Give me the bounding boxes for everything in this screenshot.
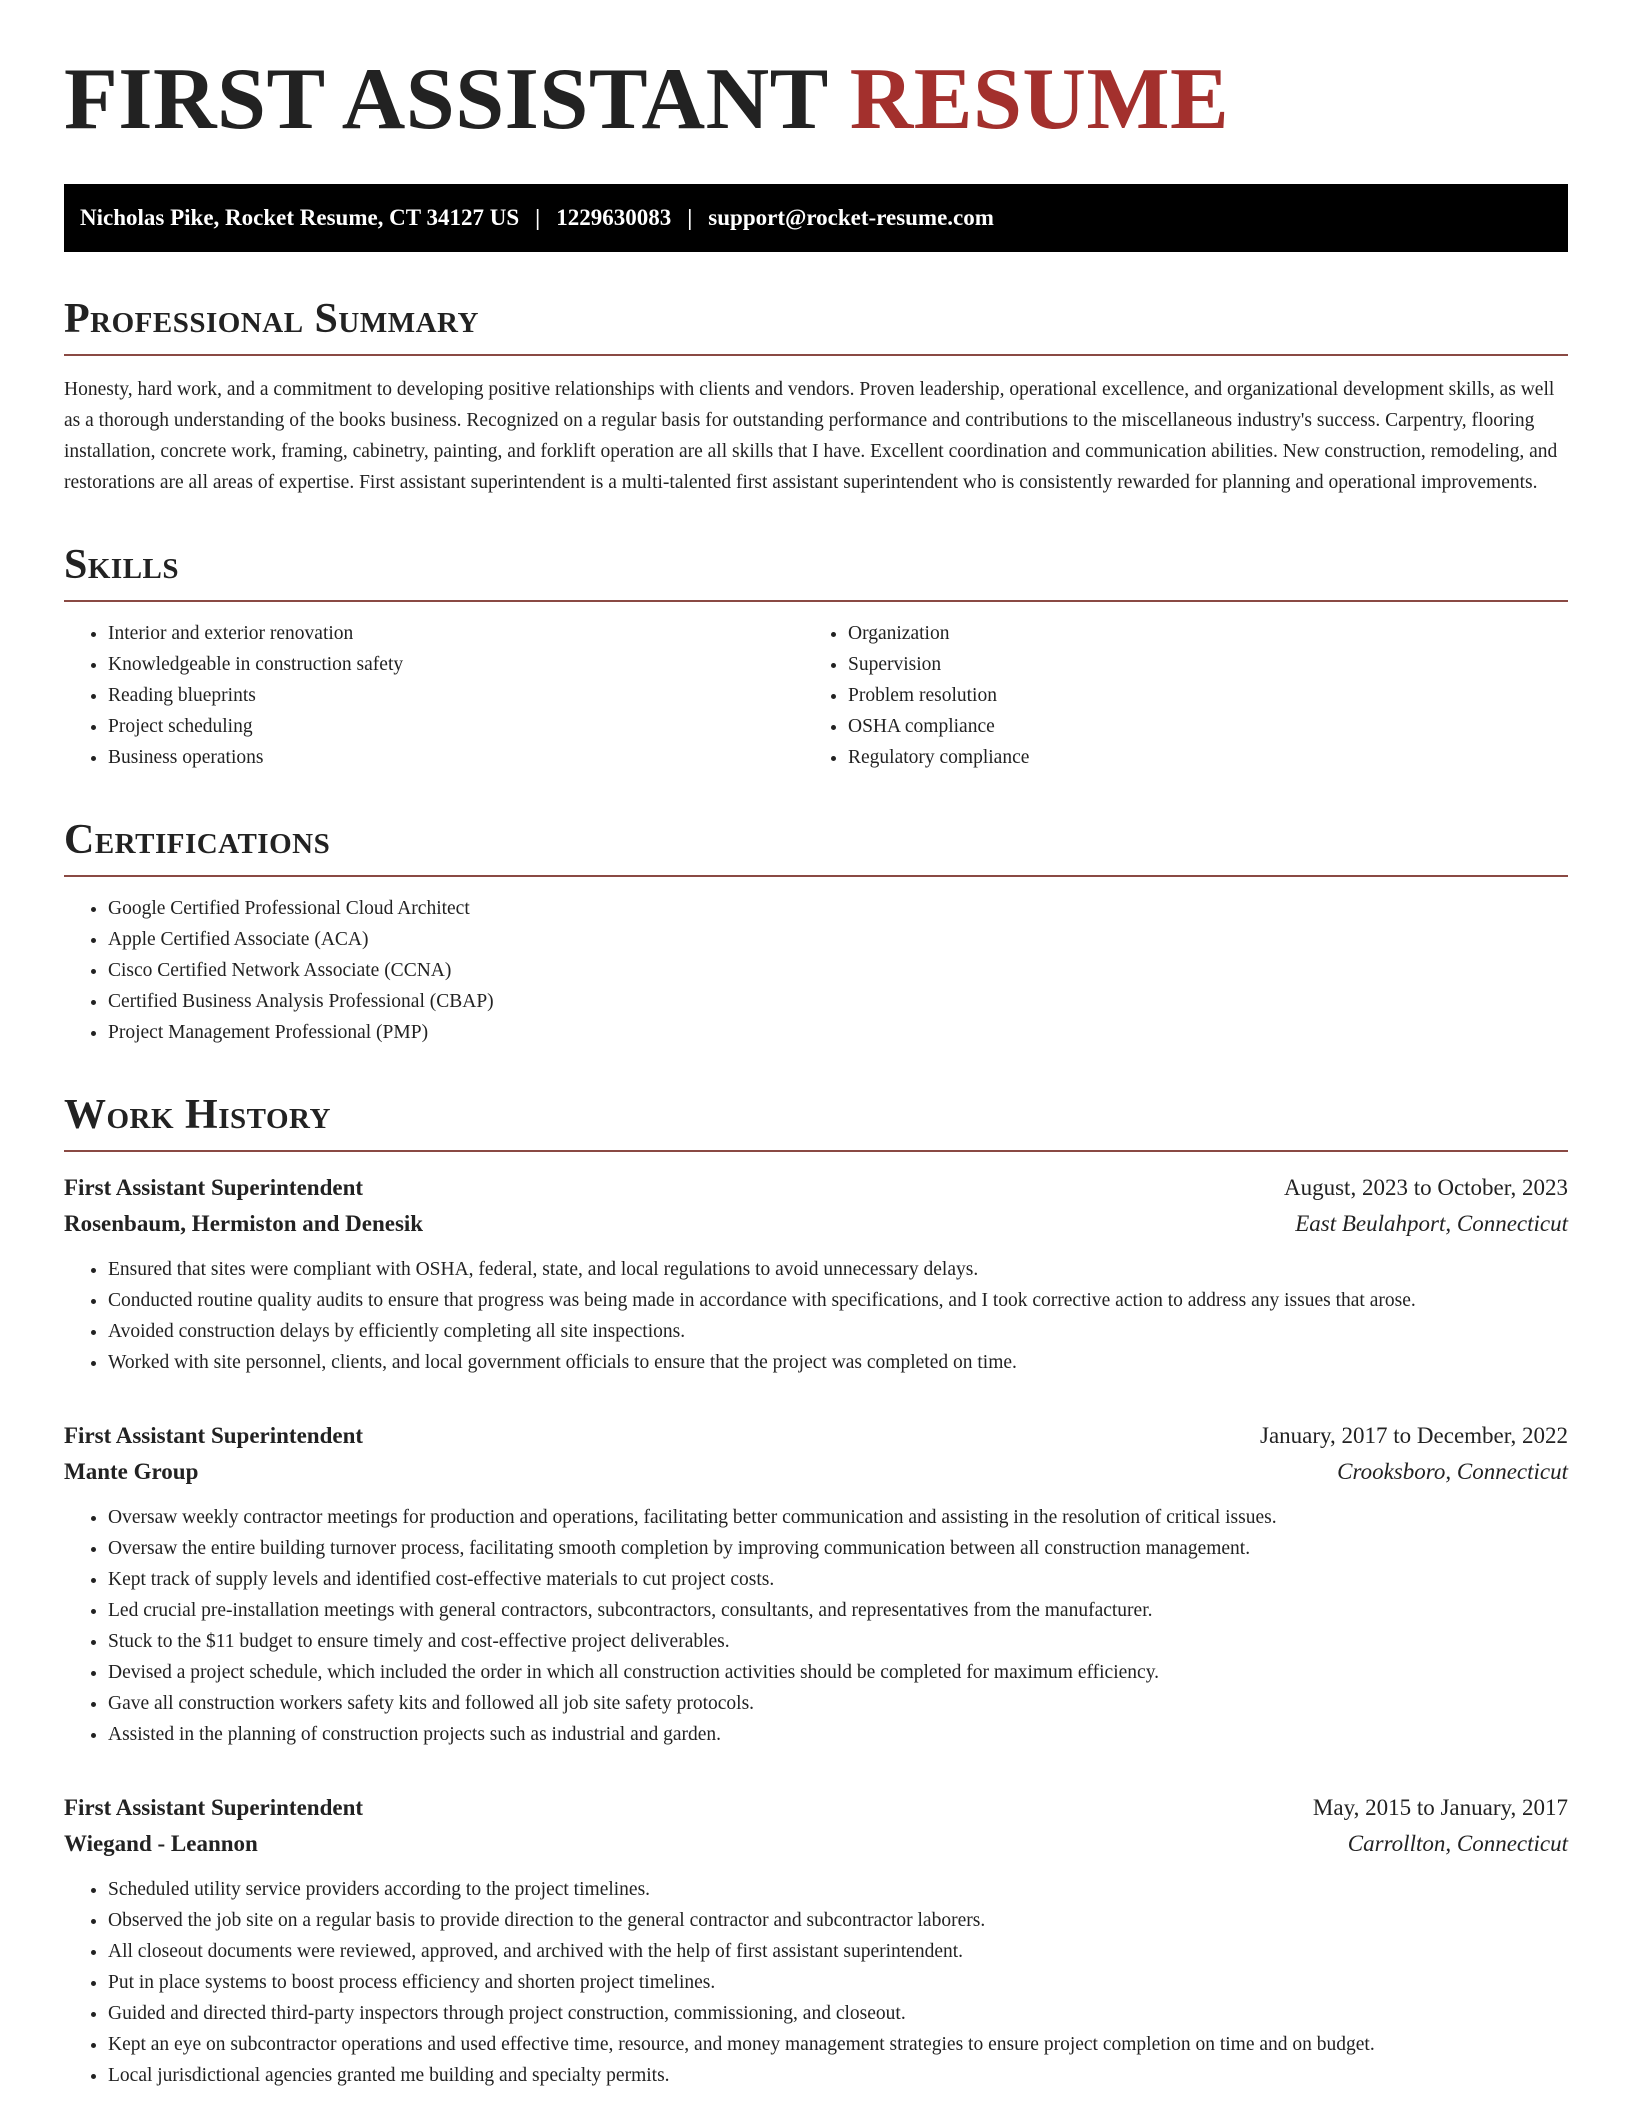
job-bullets	[64, 1502, 1568, 1750]
certification-item: • Certified Business Analysis Professional (CBAP)	[108, 986, 1568, 1017]
job-entry	[64, 1170, 1568, 1378]
job-dates: January, 2017 to December, 2022	[1260, 1423, 1568, 1448]
job-bullet: • Led crucial pre-installation meetings with general contractors, subcontractors, consultants, and representatives from the manufacturer.	[108, 1595, 1568, 1626]
job-bullet: • Assisted in the planning of construction projects such as industrial and garden.	[108, 1719, 1568, 1750]
job-bullet: • All closeout documents were reviewed, approved, and archived with the help of first assistant superintendent.	[108, 1936, 1568, 1967]
job-dates: May, 2015 to January, 2017	[1312, 1795, 1568, 1820]
skills-list-right	[804, 618, 1544, 773]
certification-item: • Apple Certified Associate (ACA)	[108, 924, 1568, 955]
certification-item: • Cisco Certified Network Associate (CCNA)	[108, 955, 1568, 986]
title-accent: RESUME	[849, 51, 1230, 148]
resume-title	[64, 51, 1568, 148]
job-title: First Assistant Superintendent	[64, 1423, 364, 1448]
certification-item: • Google Certified Professional Cloud Architect	[108, 893, 1568, 924]
title-main: FIRST ASSISTANT	[64, 51, 828, 148]
certifications-section	[64, 819, 1568, 1048]
skill-item: • Regulatory compliance	[848, 742, 1544, 773]
job-location: East Beulahport, Connecticut	[1295, 1211, 1568, 1236]
job-location: Carrollton, Connecticut	[1347, 1831, 1568, 1856]
skill-item: • Interior and exterior renovation	[108, 618, 804, 649]
job-bullet: • Conducted routine quality audits to ensure that progress was being made in accordance with specifications, and I took corrective action to address any issues that arose.	[108, 1285, 1568, 1316]
job-header-row	[64, 1170, 1568, 1206]
job-bullet: • Kept track of supply levels and identified cost-effective materials to cut project costs.	[108, 1564, 1568, 1595]
job-bullet: • Oversaw weekly contractor meetings for production and operations, facilitating better communication and assisting in the resolution of critical issues.	[108, 1502, 1568, 1533]
job-company: Mante Group	[64, 1459, 199, 1484]
contact-address: Nicholas Pike, Rocket Resume, CT 34127 US	[80, 205, 520, 230]
skill-item: • Problem resolution	[848, 680, 1544, 711]
job-entry	[64, 1790, 1568, 2091]
job-bullets	[64, 1254, 1568, 1378]
job-bullet: • Put in place systems to boost process efficiency and shorten project timelines.	[108, 1967, 1568, 1998]
job-bullet: • Kept an eye on subcontractor operations and used effective time, resource, and money management strategies to ensure project completion on time and on budget.	[108, 2029, 1568, 2060]
job-bullet: • Stuck to the $11 budget to ensure timely and cost-effective project deliverables.	[108, 1626, 1568, 1657]
certifications-list	[64, 893, 1568, 1048]
skill-item: • Supervision	[848, 649, 1544, 680]
skill-item: • OSHA compliance	[848, 711, 1544, 742]
contact-separator: |	[687, 205, 693, 230]
contact-phone: 1229630083	[556, 205, 672, 230]
job-header-row	[64, 1790, 1568, 1826]
job-bullet: • Observed the job site on a regular basis to provide direction to the general contractor and subcontractor laborers.	[108, 1905, 1568, 1936]
contact-separator: |	[535, 205, 541, 230]
summary-section	[64, 298, 1568, 498]
job-entry	[64, 1418, 1568, 1750]
contact-email: support@rocket-resume.com	[708, 205, 994, 230]
summary-heading: Professional Summary	[64, 298, 1568, 356]
job-bullets	[64, 1874, 1568, 2091]
job-company: Wiegand - Leannon	[64, 1831, 258, 1856]
job-bullet: • Oversaw the entire building turnover process, facilitating smooth completion by improving communication between all construction management.	[108, 1533, 1568, 1564]
job-bullet: • Devised a project schedule, which included the order in which all construction activities should be completed for maximum efficiency.	[108, 1657, 1568, 1688]
job-bullet: • Gave all construction workers safety kits and followed all job site safety protocols.	[108, 1688, 1568, 1719]
skill-item: • Knowledgeable in construction safety	[108, 649, 804, 680]
skill-item: • Business operations	[108, 742, 804, 773]
skills-columns	[64, 618, 1568, 773]
summary-text: Honesty, hard work, and a commitment to developing positive relationships with clients and vendors. Proven leadership, operational excellence, and organizational development skills, as well as a thorough understanding of the books business. Recognized on a regular basis for outstanding performance and contributions to the miscellaneous industry's success. Carpentry, flooring installation, concrete work, framing, cabinetry, painting, and forklift operation are all skills that I have. Excellent coordination and communication abilities. New construction, remodeling, and restorations are all areas of expertise. First assistant superintendent is a multi-talented first assistant superintendent who is consistently rewarded for planning and operational improvements.	[64, 379, 1558, 493]
job-company-row	[64, 1826, 1568, 1862]
contact-bar	[64, 184, 1568, 252]
skill-item: • Reading blueprints	[108, 680, 804, 711]
certifications-heading: Certifications	[64, 819, 1568, 877]
certification-item: • Project Management Professional (PMP)	[108, 1017, 1568, 1048]
job-bullet: • Guided and directed third-party inspectors through project construction, commissioning, and closeout.	[108, 1998, 1568, 2029]
work-history-section	[64, 1094, 1568, 2091]
skills-heading: Skills	[64, 544, 1568, 602]
job-dates: August, 2023 to October, 2023	[1284, 1175, 1568, 1200]
job-title: First Assistant Superintendent	[64, 1175, 364, 1200]
job-company-row	[64, 1206, 1568, 1242]
job-header-row	[64, 1418, 1568, 1454]
job-bullet: • Avoided construction delays by efficiently completing all site inspections.	[108, 1316, 1568, 1347]
skill-item: • Organization	[848, 618, 1544, 649]
work-history-heading: Work History	[64, 1094, 1568, 1152]
job-company-row	[64, 1454, 1568, 1490]
skill-item: • Project scheduling	[108, 711, 804, 742]
job-bullet: • Ensured that sites were compliant with OSHA, federal, state, and local regulations to avoid unnecessary delays.	[108, 1254, 1568, 1285]
job-bullet: • Local jurisdictional agencies granted me building and specialty permits.	[108, 2060, 1568, 2091]
job-location: Crooksboro, Connecticut	[1337, 1459, 1568, 1484]
skills-list-left	[64, 618, 804, 773]
job-title: First Assistant Superintendent	[64, 1795, 364, 1820]
job-bullet: • Worked with site personnel, clients, and local government officials to ensure that the project was completed on time.	[108, 1347, 1568, 1378]
skills-section	[64, 544, 1568, 773]
job-company: Rosenbaum, Hermiston and Denesik	[64, 1211, 424, 1236]
job-bullet: • Scheduled utility service providers according to the project timelines.	[108, 1874, 1568, 1905]
